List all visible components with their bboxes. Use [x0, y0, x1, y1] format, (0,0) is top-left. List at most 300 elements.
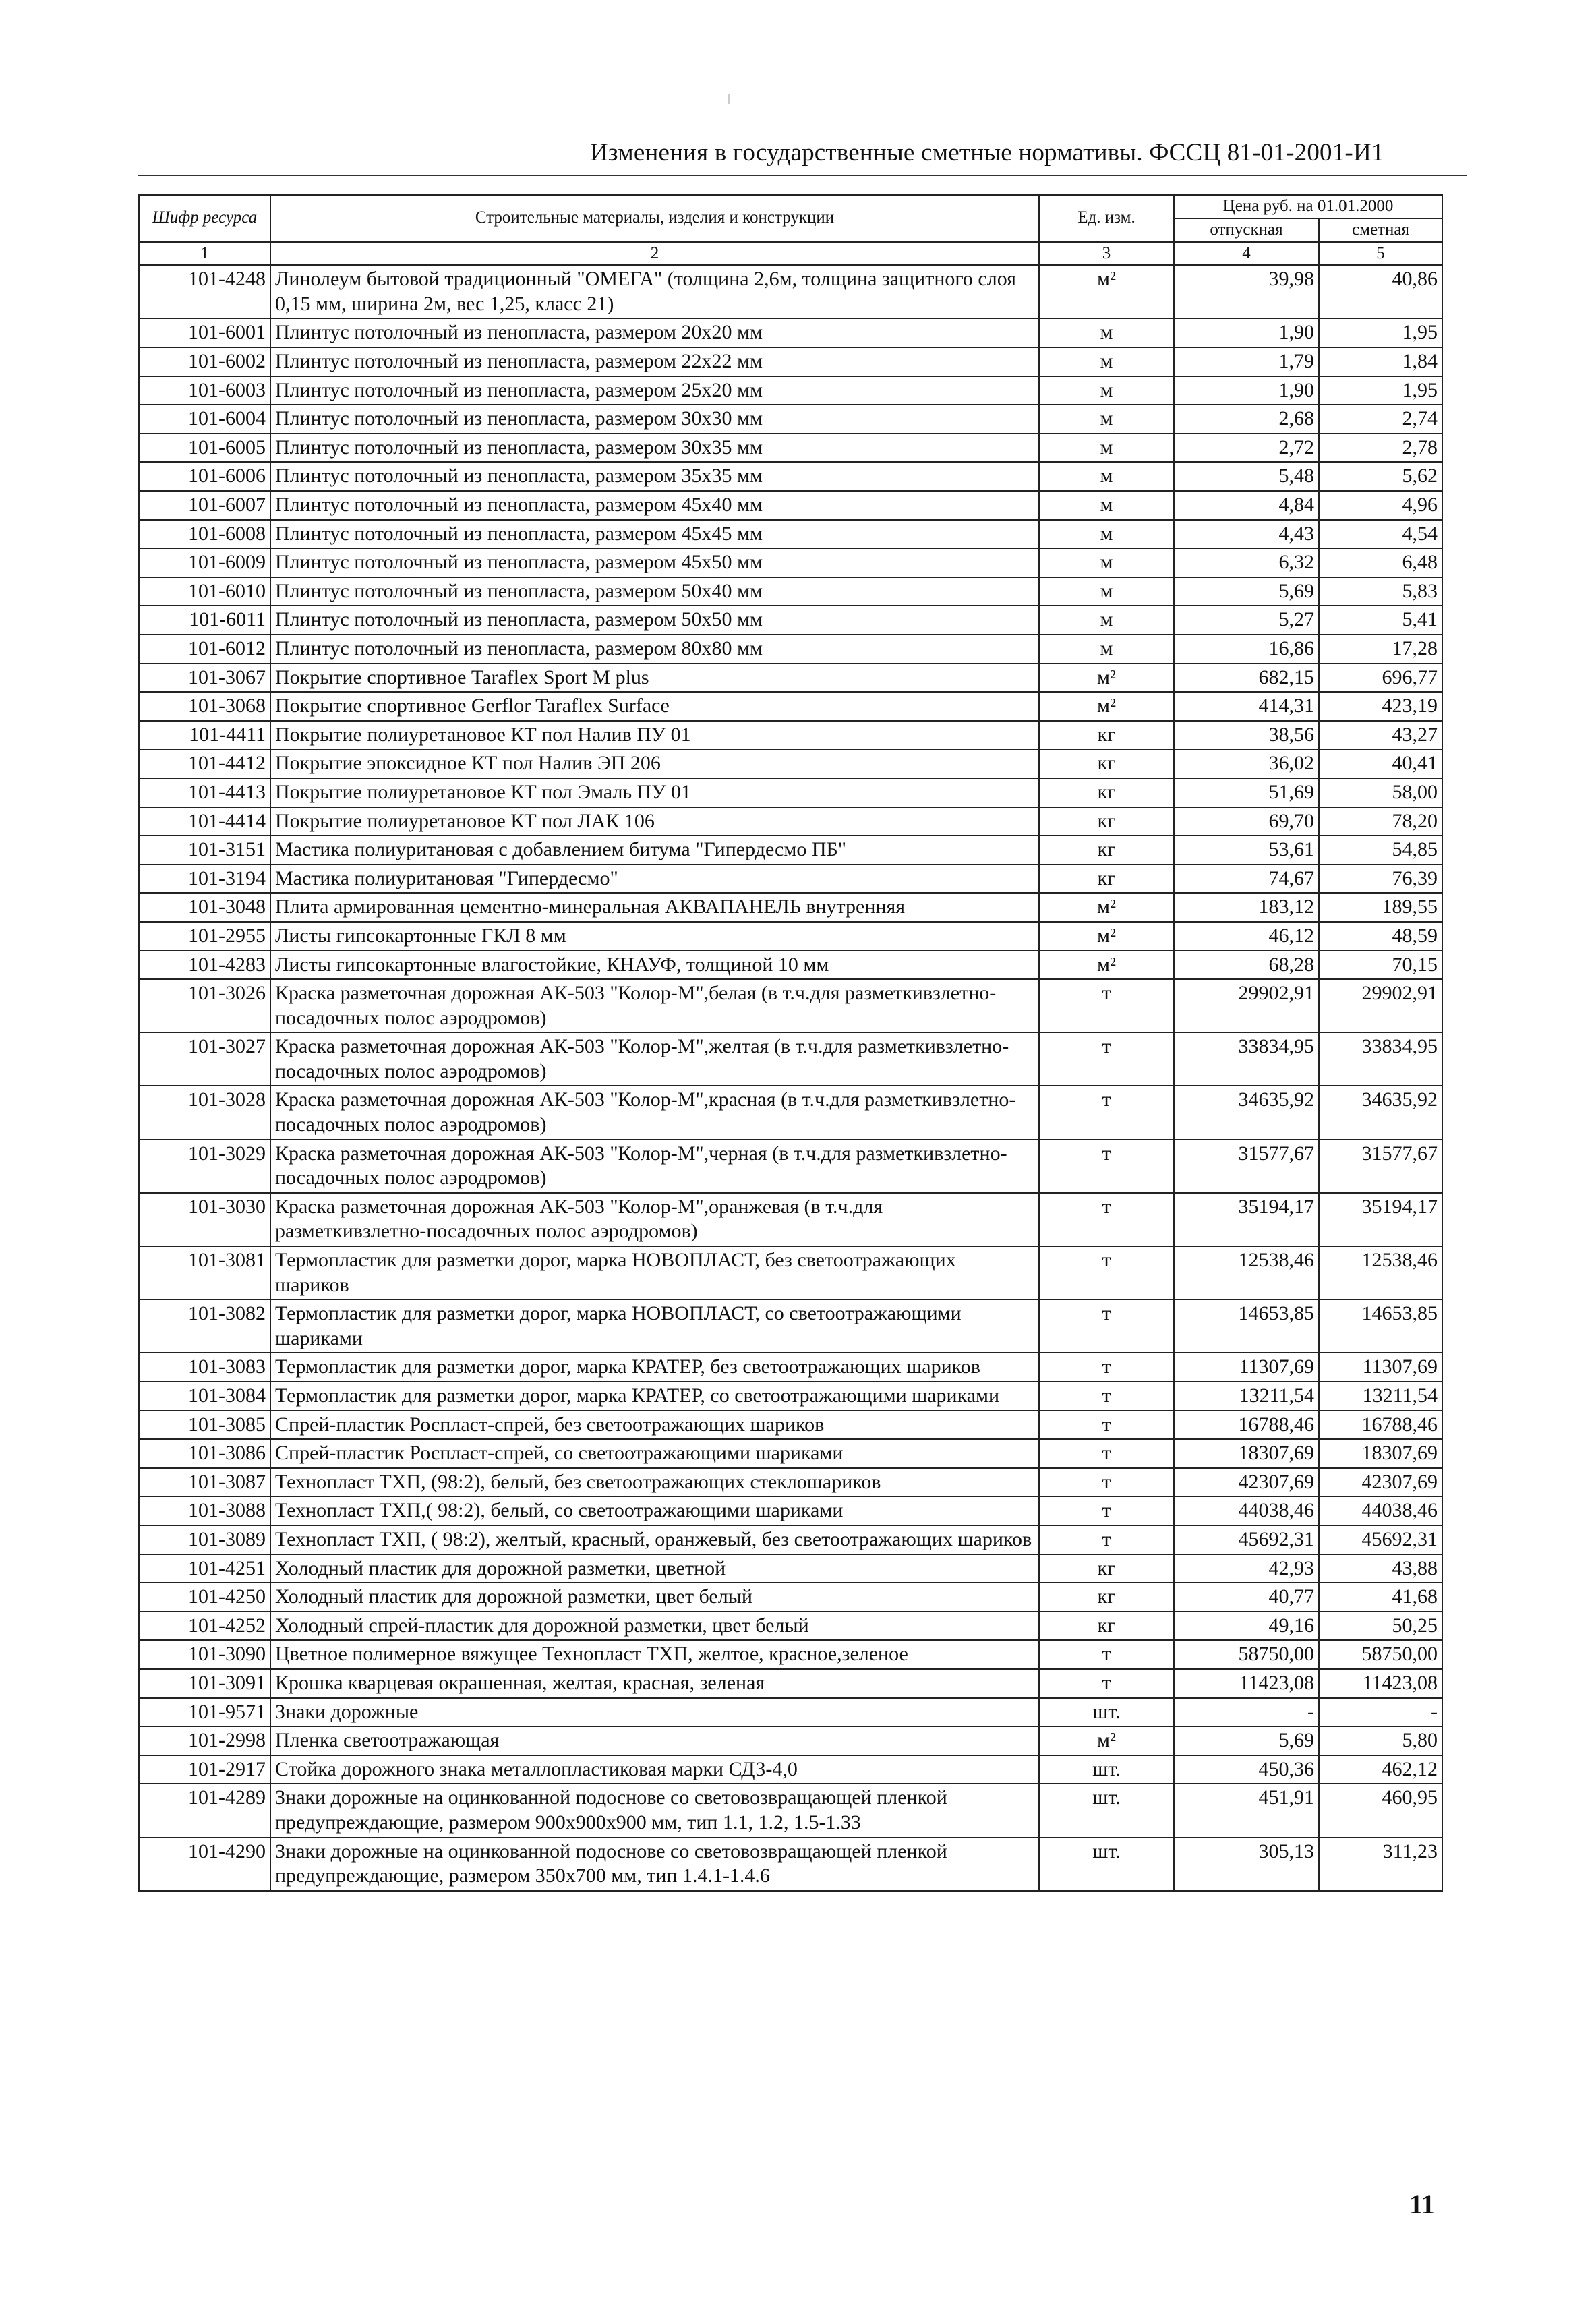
- table-row: [139, 434, 1442, 463]
- unit: т: [1039, 1299, 1174, 1353]
- unit: кг: [1039, 807, 1174, 836]
- unit: м²: [1039, 265, 1174, 318]
- material-name: Покрытие спортивное Gerflor Taraflex Surface: [270, 692, 1039, 721]
- estimate-price: 423,19: [1319, 692, 1442, 721]
- estimate-price: 4,54: [1319, 520, 1442, 549]
- release-price: 29902,91: [1174, 979, 1319, 1032]
- release-price: 49,16: [1174, 1612, 1319, 1641]
- unit: м: [1039, 318, 1174, 347]
- resource-code: 101-6005: [139, 434, 270, 463]
- release-price: 68,28: [1174, 951, 1319, 980]
- resource-code: 101-2917: [139, 1755, 270, 1784]
- table-row: [139, 1755, 1442, 1784]
- release-price: 31577,67: [1174, 1140, 1319, 1193]
- table-row: [139, 376, 1442, 405]
- material-name: Краска разметочная дорожная АК-503 "Колор-М",желтая (в т.ч.для разметкивзлетно-посадочных полос аэродромов): [270, 1032, 1039, 1086]
- table-row: [139, 1669, 1442, 1698]
- table-row: [139, 520, 1442, 549]
- unit: м: [1039, 462, 1174, 491]
- material-name: Плинтус потолочный из пенопласта, размером 50х50 мм: [270, 606, 1039, 635]
- material-name: Плинтус потолочный из пенопласта, размером 80х80 мм: [270, 635, 1039, 664]
- material-name: Покрытие полиуретановое КТ пол Эмаль ПУ 01: [270, 778, 1039, 807]
- release-price: 5,69: [1174, 577, 1319, 606]
- unit: м²: [1039, 1726, 1174, 1755]
- estimate-price: 1,95: [1319, 318, 1442, 347]
- header-price-estimate: сметная: [1319, 218, 1442, 242]
- estimate-price: 43,88: [1319, 1554, 1442, 1583]
- release-price: 5,27: [1174, 606, 1319, 635]
- release-price: 33834,95: [1174, 1032, 1319, 1086]
- resource-code: 101-3151: [139, 836, 270, 865]
- estimate-price: 12538,46: [1319, 1246, 1442, 1299]
- column-number: 4: [1174, 242, 1319, 266]
- table-row: [139, 1382, 1442, 1411]
- resource-code: 101-3086: [139, 1439, 270, 1468]
- table-row: [139, 1525, 1442, 1554]
- unit: т: [1039, 1496, 1174, 1525]
- estimate-price: 48,59: [1319, 922, 1442, 951]
- table-row: [139, 1726, 1442, 1755]
- unit: м: [1039, 405, 1174, 434]
- release-price: 42307,69: [1174, 1468, 1319, 1497]
- unit: кг: [1039, 1583, 1174, 1612]
- unit: т: [1039, 1382, 1174, 1411]
- table-row: [139, 836, 1442, 865]
- estimate-price: 2,74: [1319, 405, 1442, 434]
- estimate-price: 18307,69: [1319, 1439, 1442, 1468]
- table-row: [139, 1411, 1442, 1440]
- unit: шт.: [1039, 1784, 1174, 1837]
- estimate-price: 696,77: [1319, 664, 1442, 693]
- table-row: [139, 1353, 1442, 1382]
- estimate-price: 58,00: [1319, 778, 1442, 807]
- estimate-price: 44038,46: [1319, 1496, 1442, 1525]
- unit: м²: [1039, 893, 1174, 922]
- table-row: [139, 865, 1442, 894]
- estimate-price: 6,48: [1319, 548, 1442, 577]
- resource-code: 101-6011: [139, 606, 270, 635]
- material-name: Плинтус потолочный из пенопласта, размером 50х40 мм: [270, 577, 1039, 606]
- table-row: [139, 979, 1442, 1032]
- estimate-price: 76,39: [1319, 865, 1442, 894]
- resource-code: 101-3048: [139, 893, 270, 922]
- price-table: [138, 194, 1443, 1892]
- estimate-price: 16788,46: [1319, 1411, 1442, 1440]
- release-price: 58750,00: [1174, 1640, 1319, 1669]
- material-name: Холодный спрей-пластик для дорожной разметки, цвет белый: [270, 1612, 1039, 1641]
- table-row: [139, 577, 1442, 606]
- release-price: 682,15: [1174, 664, 1319, 693]
- table-row: [139, 1086, 1442, 1139]
- resource-code: 101-4289: [139, 1784, 270, 1837]
- material-name: Холодный пластик для дорожной разметки, цветной: [270, 1554, 1039, 1583]
- unit: кг: [1039, 749, 1174, 778]
- unit: т: [1039, 1353, 1174, 1382]
- resource-code: 101-3030: [139, 1193, 270, 1246]
- unit: т: [1039, 1439, 1174, 1468]
- header-price-group: Цена руб. на 01.01.2000: [1174, 195, 1442, 218]
- material-name: Технопласт ТХП, (98:2), белый, без светоотражающих стеклошариков: [270, 1468, 1039, 1497]
- resource-code: 101-6002: [139, 347, 270, 376]
- material-name: Цветное полимерное вяжущее Технопласт ТХП, желтое, красное,зеленое: [270, 1640, 1039, 1669]
- estimate-price: -: [1319, 1698, 1442, 1727]
- material-name: Листы гипсокартонные влагостойкие, КНАУФ, толщиной 10 мм: [270, 951, 1039, 980]
- material-name: Знаки дорожные: [270, 1698, 1039, 1727]
- table-row: [139, 1698, 1442, 1727]
- unit: м: [1039, 347, 1174, 376]
- header-rule: [138, 175, 1467, 176]
- release-price: 450,36: [1174, 1755, 1319, 1784]
- estimate-price: 5,83: [1319, 577, 1442, 606]
- material-name: Плинтус потолочный из пенопласта, размером 45х50 мм: [270, 548, 1039, 577]
- resource-code: 101-3029: [139, 1140, 270, 1193]
- column-number: 1: [139, 242, 270, 266]
- estimate-price: 13211,54: [1319, 1382, 1442, 1411]
- resource-code: 101-6008: [139, 520, 270, 549]
- column-number: 5: [1319, 242, 1442, 266]
- release-price: 4,84: [1174, 491, 1319, 520]
- unit: кг: [1039, 865, 1174, 894]
- page-header-title: Изменения в государственные сметные нормативы. ФССЦ 81-01-2001-И1: [590, 139, 1384, 167]
- unit: т: [1039, 1411, 1174, 1440]
- material-name: Технопласт ТХП, ( 98:2), желтый, красный, оранжевый, без светоотражающих шариков: [270, 1525, 1039, 1554]
- release-price: 18307,69: [1174, 1439, 1319, 1468]
- table-row: [139, 1612, 1442, 1641]
- unit: т: [1039, 1140, 1174, 1193]
- table-row: [139, 1468, 1442, 1497]
- estimate-price: 54,85: [1319, 836, 1442, 865]
- table-row: [139, 347, 1442, 376]
- table-row: [139, 749, 1442, 778]
- resource-code: 101-4411: [139, 721, 270, 750]
- table-row: [139, 778, 1442, 807]
- release-price: 451,91: [1174, 1784, 1319, 1837]
- estimate-price: 1,84: [1319, 347, 1442, 376]
- resource-code: 101-2998: [139, 1726, 270, 1755]
- material-name: Термопластик для разметки дорог, марка НОВОПЛАСТ, со светоотражающими шариками: [270, 1299, 1039, 1353]
- resource-code: 101-6001: [139, 318, 270, 347]
- release-price: 12538,46: [1174, 1246, 1319, 1299]
- release-price: 36,02: [1174, 749, 1319, 778]
- release-price: 40,77: [1174, 1583, 1319, 1612]
- unit: шт.: [1039, 1838, 1174, 1891]
- release-price: 1,90: [1174, 318, 1319, 347]
- table-row: [139, 951, 1442, 980]
- resource-code: 101-9571: [139, 1698, 270, 1727]
- resource-code: 101-4250: [139, 1583, 270, 1612]
- material-name: Знаки дорожные на оцинкованной подоснове со световозвращающей пленкой предупреждающие, размером 900х900х900 мм, тип 1.1, 1.2, 1.5-1.33: [270, 1784, 1039, 1837]
- unit: шт.: [1039, 1755, 1174, 1784]
- unit: кг: [1039, 1612, 1174, 1641]
- release-price: 44038,46: [1174, 1496, 1319, 1525]
- resource-code: 101-4252: [139, 1612, 270, 1641]
- resource-code: 101-2955: [139, 922, 270, 951]
- unit: т: [1039, 1246, 1174, 1299]
- material-name: Плинтус потолочный из пенопласта, размером 30х35 мм: [270, 434, 1039, 463]
- estimate-price: 189,55: [1319, 893, 1442, 922]
- release-price: 5,48: [1174, 462, 1319, 491]
- table-row: [139, 635, 1442, 664]
- table-row: [139, 318, 1442, 347]
- estimate-price: 50,25: [1319, 1612, 1442, 1641]
- unit: т: [1039, 1032, 1174, 1086]
- resource-code: 101-4283: [139, 951, 270, 980]
- table-row: [139, 1246, 1442, 1299]
- material-name: Мастика полиуритановая "Гипердесмо": [270, 865, 1039, 894]
- estimate-price: 5,80: [1319, 1726, 1442, 1755]
- scan-artifact: [728, 94, 730, 104]
- release-price: 11423,08: [1174, 1669, 1319, 1698]
- table-row: [139, 1640, 1442, 1669]
- header-price-release: отпускная: [1174, 218, 1319, 242]
- material-name: Технопласт ТХП,( 98:2), белый, со светоотражающими шариками: [270, 1496, 1039, 1525]
- table-row: [139, 1583, 1442, 1612]
- estimate-price: 460,95: [1319, 1784, 1442, 1837]
- resource-code: 101-6010: [139, 577, 270, 606]
- release-price: 2,72: [1174, 434, 1319, 463]
- material-name: Плинтус потолочный из пенопласта, размером 25х20 мм: [270, 376, 1039, 405]
- release-price: 16788,46: [1174, 1411, 1319, 1440]
- release-price: 51,69: [1174, 778, 1319, 807]
- resource-code: 101-4290: [139, 1838, 270, 1891]
- material-name: Листы гипсокартонные ГКЛ 8 мм: [270, 922, 1039, 951]
- unit: м: [1039, 606, 1174, 635]
- unit: кг: [1039, 1554, 1174, 1583]
- release-price: 11307,69: [1174, 1353, 1319, 1382]
- resource-code: 101-4248: [139, 265, 270, 318]
- table-row: [139, 1140, 1442, 1193]
- resource-code: 101-6004: [139, 405, 270, 434]
- release-price: 45692,31: [1174, 1525, 1319, 1554]
- release-price: 16,86: [1174, 635, 1319, 664]
- unit: шт.: [1039, 1698, 1174, 1727]
- unit: т: [1039, 1468, 1174, 1497]
- release-price: 35194,17: [1174, 1193, 1319, 1246]
- material-name: Краска разметочная дорожная АК-503 "Колор-М",черная (в т.ч.для разметкивзлетно-посадочных полос аэродромов): [270, 1140, 1039, 1193]
- resource-code: 101-3068: [139, 692, 270, 721]
- header-unit: Ед. изм.: [1039, 195, 1174, 242]
- table-row: [139, 1439, 1442, 1468]
- unit: м: [1039, 491, 1174, 520]
- unit: м: [1039, 376, 1174, 405]
- estimate-price: 2,78: [1319, 434, 1442, 463]
- page-number: 11: [1409, 2189, 1435, 2219]
- release-price: 305,13: [1174, 1838, 1319, 1891]
- unit: м²: [1039, 922, 1174, 951]
- material-name: Плинтус потолочный из пенопласта, размером 45х45 мм: [270, 520, 1039, 549]
- table-row: [139, 1496, 1442, 1525]
- unit: т: [1039, 979, 1174, 1032]
- estimate-price: 5,62: [1319, 462, 1442, 491]
- release-price: 13211,54: [1174, 1382, 1319, 1411]
- table-row: [139, 807, 1442, 836]
- estimate-price: 5,41: [1319, 606, 1442, 635]
- release-price: 14653,85: [1174, 1299, 1319, 1353]
- resource-code: 101-3090: [139, 1640, 270, 1669]
- estimate-price: 11307,69: [1319, 1353, 1442, 1382]
- unit: м: [1039, 577, 1174, 606]
- table-row: [139, 1554, 1442, 1583]
- estimate-price: 40,41: [1319, 749, 1442, 778]
- material-name: Покрытие спортивное Taraflex Sport M plus: [270, 664, 1039, 693]
- resource-code: 101-4412: [139, 749, 270, 778]
- estimate-price: 14653,85: [1319, 1299, 1442, 1353]
- release-price: 38,56: [1174, 721, 1319, 750]
- release-price: 2,68: [1174, 405, 1319, 434]
- release-price: 5,69: [1174, 1726, 1319, 1755]
- table-row: [139, 265, 1442, 318]
- resource-code: 101-4251: [139, 1554, 270, 1583]
- release-price: 53,61: [1174, 836, 1319, 865]
- header-name: Строительные материалы, изделия и конструкции: [270, 195, 1039, 242]
- estimate-price: 33834,95: [1319, 1032, 1442, 1086]
- unit: т: [1039, 1669, 1174, 1698]
- resource-code: 101-3083: [139, 1353, 270, 1382]
- estimate-price: 462,12: [1319, 1755, 1442, 1784]
- material-name: Покрытие полиуретановое КТ пол Налив ПУ 01: [270, 721, 1039, 750]
- estimate-price: 35194,17: [1319, 1193, 1442, 1246]
- unit: кг: [1039, 836, 1174, 865]
- resource-code: 101-3082: [139, 1299, 270, 1353]
- material-name: Покрытие эпоксидное КТ пол Налив ЭП 206: [270, 749, 1039, 778]
- resource-code: 101-4414: [139, 807, 270, 836]
- estimate-price: 34635,92: [1319, 1086, 1442, 1139]
- estimate-price: 4,96: [1319, 491, 1442, 520]
- table-row: [139, 922, 1442, 951]
- resource-code: 101-6007: [139, 491, 270, 520]
- release-price: -: [1174, 1698, 1319, 1727]
- estimate-price: 58750,00: [1319, 1640, 1442, 1669]
- table-row: [139, 606, 1442, 635]
- resource-code: 101-6006: [139, 462, 270, 491]
- estimate-price: 43,27: [1319, 721, 1442, 750]
- unit: кг: [1039, 778, 1174, 807]
- material-name: Плинтус потолочный из пенопласта, размером 45х40 мм: [270, 491, 1039, 520]
- material-name: Плинтус потолочный из пенопласта, размером 35х35 мм: [270, 462, 1039, 491]
- table-body: [139, 265, 1442, 1890]
- table-row: [139, 721, 1442, 750]
- unit: т: [1039, 1640, 1174, 1669]
- table-row: [139, 462, 1442, 491]
- unit: м²: [1039, 664, 1174, 693]
- column-number: 2: [270, 242, 1039, 266]
- estimate-price: 29902,91: [1319, 979, 1442, 1032]
- resource-code: 101-3067: [139, 664, 270, 693]
- estimate-price: 40,86: [1319, 265, 1442, 318]
- release-price: 414,31: [1174, 692, 1319, 721]
- material-name: Краска разметочная дорожная АК-503 "Колор-М",белая (в т.ч.для разметкивзлетно-посадочных полос аэродромов): [270, 979, 1039, 1032]
- resource-code: 101-6009: [139, 548, 270, 577]
- estimate-price: 45692,31: [1319, 1525, 1442, 1554]
- resource-code: 101-3091: [139, 1669, 270, 1698]
- release-price: 34635,92: [1174, 1086, 1319, 1139]
- material-name: Крошка кварцевая окрашенная, желтая, красная, зеленая: [270, 1669, 1039, 1698]
- material-name: Термопластик для разметки дорог, марка НОВОПЛАСТ, без светоотражающих шариков: [270, 1246, 1039, 1299]
- resource-code: 101-3088: [139, 1496, 270, 1525]
- table-row: [139, 491, 1442, 520]
- release-price: 6,32: [1174, 548, 1319, 577]
- unit: м: [1039, 434, 1174, 463]
- release-price: 183,12: [1174, 893, 1319, 922]
- material-name: Плинтус потолочный из пенопласта, размером 20х20 мм: [270, 318, 1039, 347]
- estimate-price: 1,95: [1319, 376, 1442, 405]
- unit: м: [1039, 520, 1174, 549]
- unit: м²: [1039, 692, 1174, 721]
- estimate-price: 41,68: [1319, 1583, 1442, 1612]
- table-row: [139, 1032, 1442, 1086]
- estimate-price: 42307,69: [1319, 1468, 1442, 1497]
- release-price: 1,79: [1174, 347, 1319, 376]
- material-name: Знаки дорожные на оцинкованной подоснове со световозвращающей пленкой предупреждающие, размером 350х700 мм, тип 1.4.1-1.4.6: [270, 1838, 1039, 1891]
- unit: кг: [1039, 721, 1174, 750]
- material-name: Плинтус потолочный из пенопласта, размером 22х22 мм: [270, 347, 1039, 376]
- resource-code: 101-3028: [139, 1086, 270, 1139]
- material-name: Мастика полиуритановая с добавлением битума "Гипердесмо ПБ": [270, 836, 1039, 865]
- table-row: [139, 1838, 1442, 1891]
- estimate-price: 70,15: [1319, 951, 1442, 980]
- release-price: 39,98: [1174, 265, 1319, 318]
- material-name: Краска разметочная дорожная АК-503 "Колор-М",красная (в т.ч.для разметкивзлетно-посадочных полос аэродромов): [270, 1086, 1039, 1139]
- table-row: [139, 1784, 1442, 1837]
- material-name: Плинтус потолочный из пенопласта, размером 30х30 мм: [270, 405, 1039, 434]
- estimate-price: 17,28: [1319, 635, 1442, 664]
- resource-code: 101-3027: [139, 1032, 270, 1086]
- resource-code: 101-3084: [139, 1382, 270, 1411]
- table-row: [139, 1193, 1442, 1246]
- resource-code: 101-3089: [139, 1525, 270, 1554]
- material-name: Термопластик для разметки дорог, марка КРАТЕР, без светоотражающих шариков: [270, 1353, 1039, 1382]
- estimate-price: 11423,08: [1319, 1669, 1442, 1698]
- release-price: 74,67: [1174, 865, 1319, 894]
- resource-code: 101-4413: [139, 778, 270, 807]
- material-name: Пленка светоотражающая: [270, 1726, 1039, 1755]
- estimate-price: 78,20: [1319, 807, 1442, 836]
- material-name: Плита армированная цементно-минеральная АКВАПАНЕЛЬ внутренняя: [270, 893, 1039, 922]
- release-price: 69,70: [1174, 807, 1319, 836]
- unit: т: [1039, 1086, 1174, 1139]
- table-row: [139, 405, 1442, 434]
- resource-code: 101-3087: [139, 1468, 270, 1497]
- unit: т: [1039, 1525, 1174, 1554]
- estimate-price: 311,23: [1319, 1838, 1442, 1891]
- material-name: Холодный пластик для дорожной разметки, цвет белый: [270, 1583, 1039, 1612]
- table-row: [139, 692, 1442, 721]
- material-name: Покрытие полиуретановое КТ пол ЛАК 106: [270, 807, 1039, 836]
- material-name: Стойка дорожного знака металлопластиковая марки СДЗ-4,0: [270, 1755, 1039, 1784]
- header-code: Шифр ресурса: [139, 195, 270, 242]
- estimate-price: 31577,67: [1319, 1140, 1442, 1193]
- table-row: [139, 664, 1442, 693]
- resource-code: 101-3085: [139, 1411, 270, 1440]
- release-price: 42,93: [1174, 1554, 1319, 1583]
- resource-code: 101-3081: [139, 1246, 270, 1299]
- material-name: Краска разметочная дорожная АК-503 "Колор-М",оранжевая (в т.ч.для разметкивзлетно-посадочных полос аэродромов): [270, 1193, 1039, 1246]
- material-name: Линолеум бытовой традиционный "ОМЕГА" (толщина 2,6м, толщина защитного слоя 0,15 мм, ширина 2м, вес 1,25, класс 21): [270, 265, 1039, 318]
- unit: м: [1039, 635, 1174, 664]
- release-price: 4,43: [1174, 520, 1319, 549]
- material-name: Термопластик для разметки дорог, марка КРАТЕР, со светоотражающими шариками: [270, 1382, 1039, 1411]
- material-name: Спрей-пластик Роспласт-спрей, без светоотражающих шариков: [270, 1411, 1039, 1440]
- unit: м²: [1039, 951, 1174, 980]
- resource-code: 101-3194: [139, 865, 270, 894]
- resource-code: 101-6012: [139, 635, 270, 664]
- material-name: Спрей-пластик Роспласт-спрей, со светоотражающими шариками: [270, 1439, 1039, 1468]
- column-number: 3: [1039, 242, 1174, 266]
- release-price: 46,12: [1174, 922, 1319, 951]
- table-row: [139, 1299, 1442, 1353]
- resource-code: 101-3026: [139, 979, 270, 1032]
- table-row: [139, 893, 1442, 922]
